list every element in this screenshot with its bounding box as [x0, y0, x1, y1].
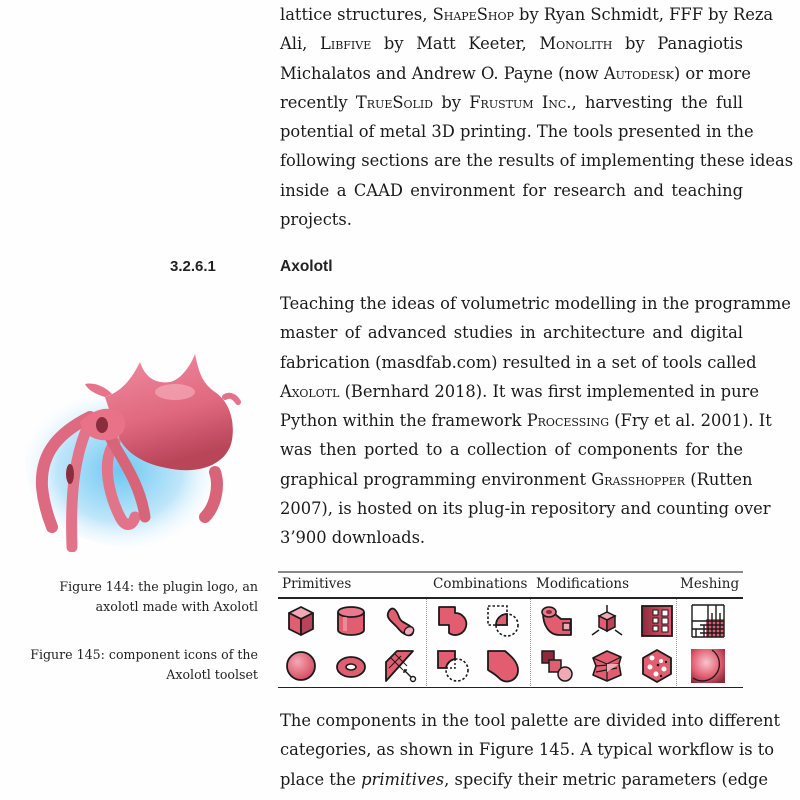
text-line [280, 706, 781, 735]
table-bottom-rule [278, 687, 743, 689]
text-run: categories, as shown in Figure 145. A typical workflow is to [280, 740, 775, 760]
text-run: place the [280, 769, 362, 789]
twist-box-icon [589, 648, 625, 684]
table-header-rule [278, 597, 743, 599]
component-icons-table [278, 571, 743, 688]
cylinder-icon [333, 603, 369, 639]
text-run: ) or more [673, 63, 751, 83]
column-divider [426, 599, 427, 686]
text-run: fabrication (masdfab.com) resulted in a set of tools called [280, 352, 757, 372]
paragraph-bottom [280, 706, 781, 794]
text-line [280, 146, 794, 175]
text-run: 3’900 downloads. [280, 528, 426, 548]
small-caps-name: Autodesk [603, 63, 674, 83]
text-line [280, 765, 768, 794]
difference-icon [435, 648, 471, 684]
column-divider [676, 599, 677, 686]
text-run: by [433, 92, 470, 112]
small-caps-name: Grasshopper [591, 469, 686, 489]
text-run: , specify their metric parameters (edge [444, 769, 768, 789]
table-top-rule [278, 571, 743, 573]
text-line [280, 318, 743, 347]
header-meshing: Meshing [680, 576, 740, 592]
text-line [280, 348, 757, 377]
text-run: (Bernhard 2018). It was first implemented in pure [339, 381, 759, 401]
text-run: Teaching the ideas of volumetric modelling in the programme [280, 294, 791, 313]
union-icon [435, 603, 471, 639]
box-icon [283, 603, 319, 639]
text-run: (Rutten [685, 469, 753, 489]
planar-cut-icon [383, 648, 419, 684]
text-line [280, 289, 791, 318]
text-run: (Fry et al. 2001). It [609, 411, 772, 431]
text-run: by Ryan Schmidt, FFF by Reza [513, 5, 774, 24]
text-run: graphical programming environment [280, 469, 592, 489]
figure-145-caption [30, 645, 258, 685]
text-line [280, 523, 743, 552]
text-line [280, 0, 774, 29]
axolotl-logo-image [20, 322, 275, 552]
text-run: Michalatos and Andrew O. Payne (now [280, 63, 604, 83]
caption-line: Figure 144: the plugin logo, an [59, 579, 258, 594]
text-line [280, 29, 743, 58]
shell-icon [539, 603, 575, 639]
text-run: projects. [280, 210, 352, 230]
text-line [280, 176, 743, 205]
text-run: Ali, [280, 34, 321, 54]
caption-line: axolotl made with Axolotl [95, 599, 258, 614]
small-caps-name: Processing [526, 411, 610, 431]
blend-union-icon [485, 648, 521, 684]
emphasis: primitives [361, 769, 445, 789]
sphere-icon [283, 648, 319, 684]
text-run: 2007), is hosted on its plug-in repository and counting over [280, 499, 771, 519]
text-line [280, 406, 772, 435]
text-line [280, 88, 743, 117]
torus-icon [333, 648, 369, 684]
small-caps-name: Frustum Inc. [469, 92, 572, 112]
noise-hexagon-icon [639, 648, 675, 684]
section-title: Axolotl [280, 258, 333, 275]
text-line [280, 494, 771, 523]
text-run: master of advanced studies in architecture and digital [280, 323, 743, 343]
header-primitives: Primitives [282, 576, 352, 592]
text-line [280, 117, 754, 146]
text-run: following sections are the results of implementing these ideas [280, 151, 794, 171]
text-line [280, 205, 743, 234]
text-run: recently [280, 92, 356, 112]
small-caps-name: TrueSolid [355, 92, 434, 112]
morph-shapes-icon [539, 648, 575, 684]
text-run: lattice structures, [280, 5, 433, 24]
text-line [280, 435, 743, 464]
header-modifications: Modifications [536, 576, 630, 592]
twist-axes-icon [589, 603, 625, 639]
figure-144-caption [59, 577, 258, 617]
text-run: by Panagiotis [612, 34, 743, 54]
text-run: The components in the tool palette are divided into different [280, 711, 781, 730]
text-line [280, 465, 753, 494]
text-run: , harvesting the full [571, 92, 743, 112]
small-caps-name: Monolith [539, 34, 613, 54]
header-combinations: Combinations [433, 576, 528, 592]
text-line [280, 377, 759, 406]
text-run: Python within the framework [280, 411, 527, 431]
small-caps-name: ShapeShop [432, 5, 514, 24]
caption-line: Figure 145: component icons of the [30, 647, 258, 662]
paragraph-top [280, 0, 794, 234]
caption-line: Axolotl toolset [166, 667, 258, 682]
text-run: was then ported to a collection of components for the [280, 440, 743, 460]
text-run: by Matt Keeter, [371, 34, 540, 54]
intersection-icon [485, 603, 521, 639]
text-line [280, 59, 751, 88]
text-run: potential of metal 3D printing. The tools presented in the [280, 122, 754, 142]
small-caps-name: Libfive [320, 34, 372, 54]
text-line [280, 735, 775, 764]
sphere-mesh-icon [690, 648, 726, 684]
text-run: inside a CAAD environment for research and teaching [280, 180, 743, 200]
paragraph-axolotl [280, 289, 791, 553]
octree-icon [690, 603, 726, 639]
capsule-curve-icon [383, 603, 419, 639]
voxel-grid-icon [639, 603, 675, 639]
small-caps-name: Axolotl [280, 381, 340, 401]
column-divider [530, 599, 531, 686]
section-number: 3.2.6.1 [170, 258, 216, 275]
